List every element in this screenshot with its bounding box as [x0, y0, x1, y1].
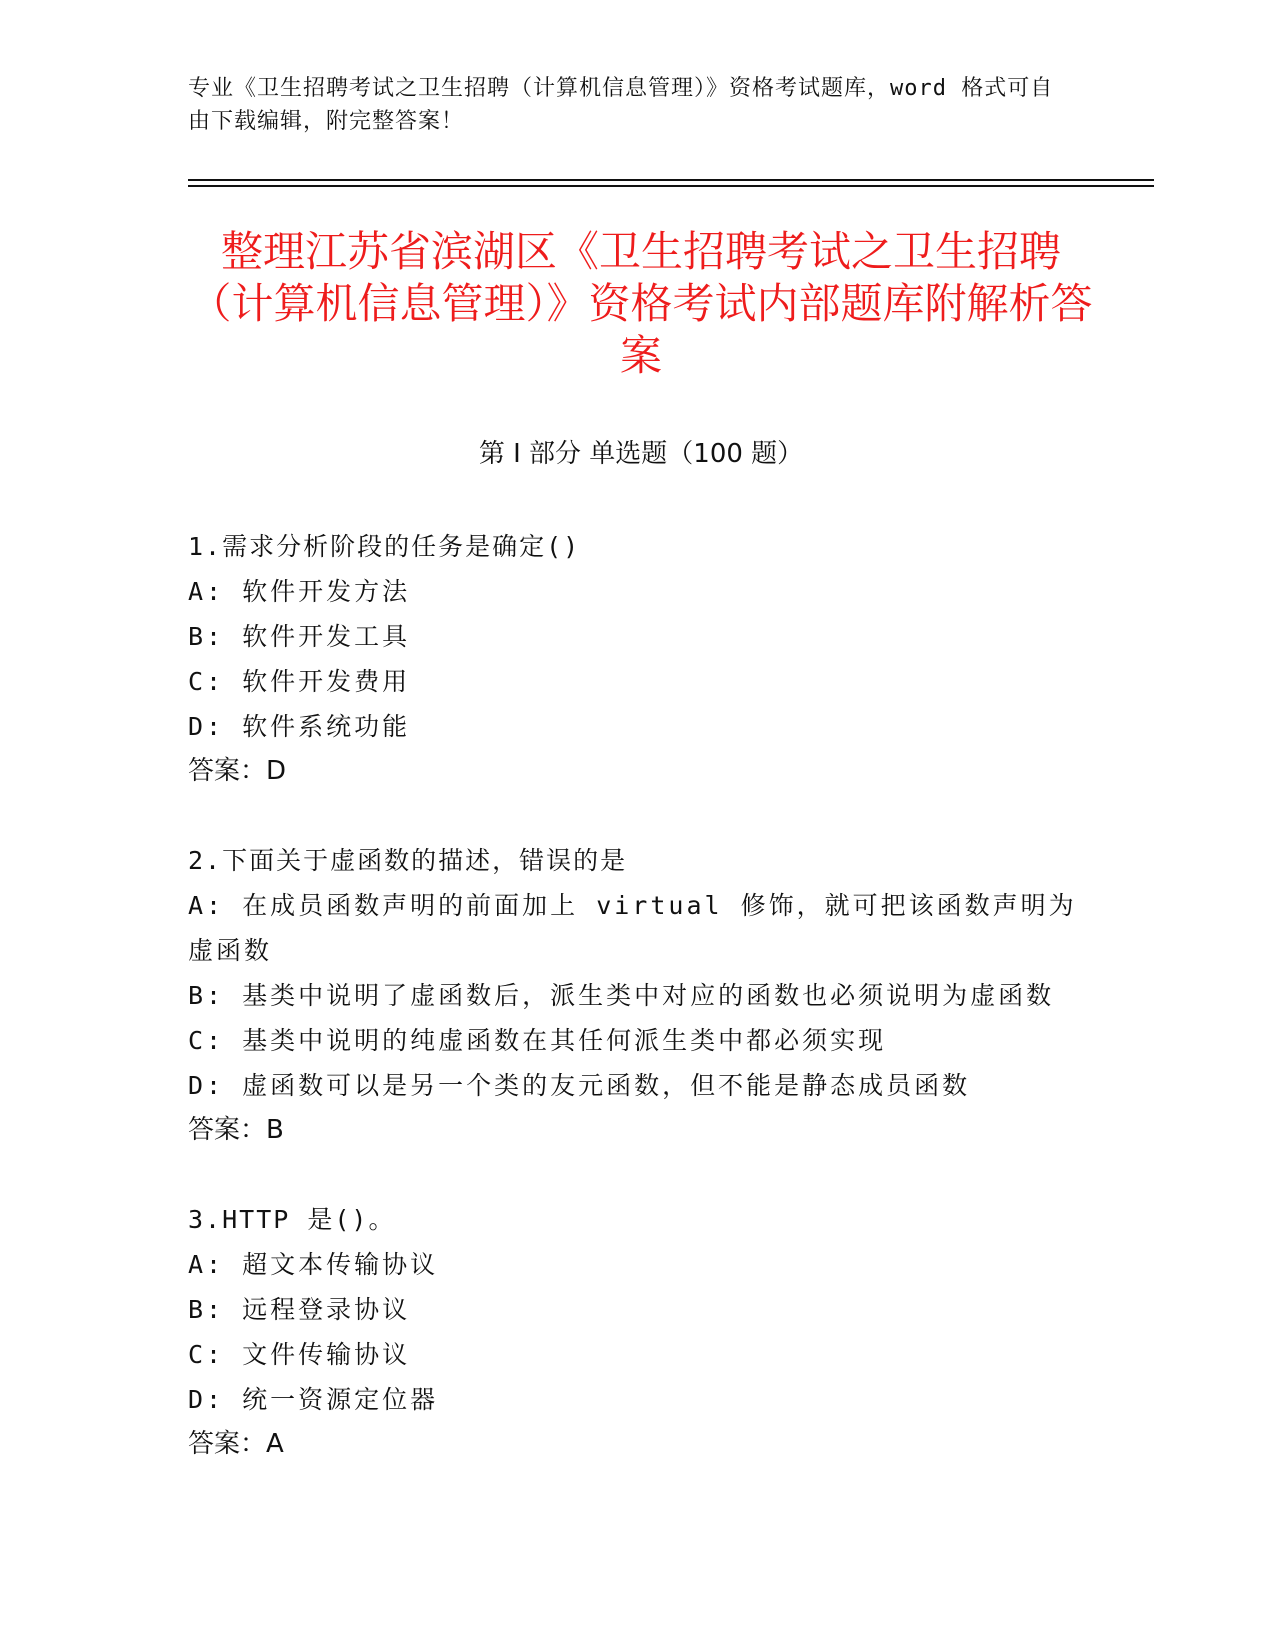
document-title: 整理江苏省滨湖区《卫生招聘考试之卫生招聘（计算机信息管理）》资格考试内部题库附解析答案	[189, 227, 1093, 380]
option-b: B: 基类中说明了虚函数后，派生类中对应的函数也必须说明为虚函数	[188, 981, 1055, 1010]
option-c: C: 文件传输协议	[188, 1340, 411, 1369]
header-divider-bottom	[188, 185, 1154, 187]
answer: 答案：D	[188, 756, 287, 786]
option-b: B: 软件开发工具	[188, 622, 411, 651]
header-divider-top	[188, 179, 1154, 181]
option-c: C: 基类中说明的纯虚函数在其任何派生类中都必须实现	[188, 1026, 887, 1055]
question-list	[188, 524, 1088, 1511]
option-b: B: 远程登录协议	[188, 1295, 411, 1324]
answer: 答案：B	[188, 1115, 284, 1145]
answer: 答案：A	[188, 1429, 284, 1459]
section-title: 第 I 部分 单选题（100 题）	[478, 439, 804, 469]
question-2	[188, 838, 1088, 1153]
question-stem: 2.下面关于虚函数的描述，错误的是	[188, 846, 628, 875]
option-a: A: 超文本传输协议	[188, 1250, 439, 1279]
question-3	[188, 1197, 1088, 1467]
option-d: D: 虚函数可以是另一个类的友元函数，但不能是静态成员函数	[188, 1071, 971, 1100]
question-1	[188, 524, 1088, 794]
question-stem: 3.HTTP 是()。	[188, 1205, 396, 1234]
header-note: 专业《卫生招聘考试之卫生招聘（计算机信息管理）》资格考试题库，word 格式可自由下载编辑，附完整答案！	[188, 76, 1054, 134]
option-a: A: 在成员函数声明的前面加上 virtual 修饰，就可把该函数声明为虚函数	[188, 891, 1077, 965]
question-stem: 1.需求分析阶段的任务是确定()	[188, 532, 581, 561]
option-d: D: 统一资源定位器	[188, 1385, 439, 1414]
option-c: C: 软件开发费用	[188, 667, 411, 696]
option-a: A: 软件开发方法	[188, 577, 411, 606]
option-d: D: 软件系统功能	[188, 712, 411, 741]
